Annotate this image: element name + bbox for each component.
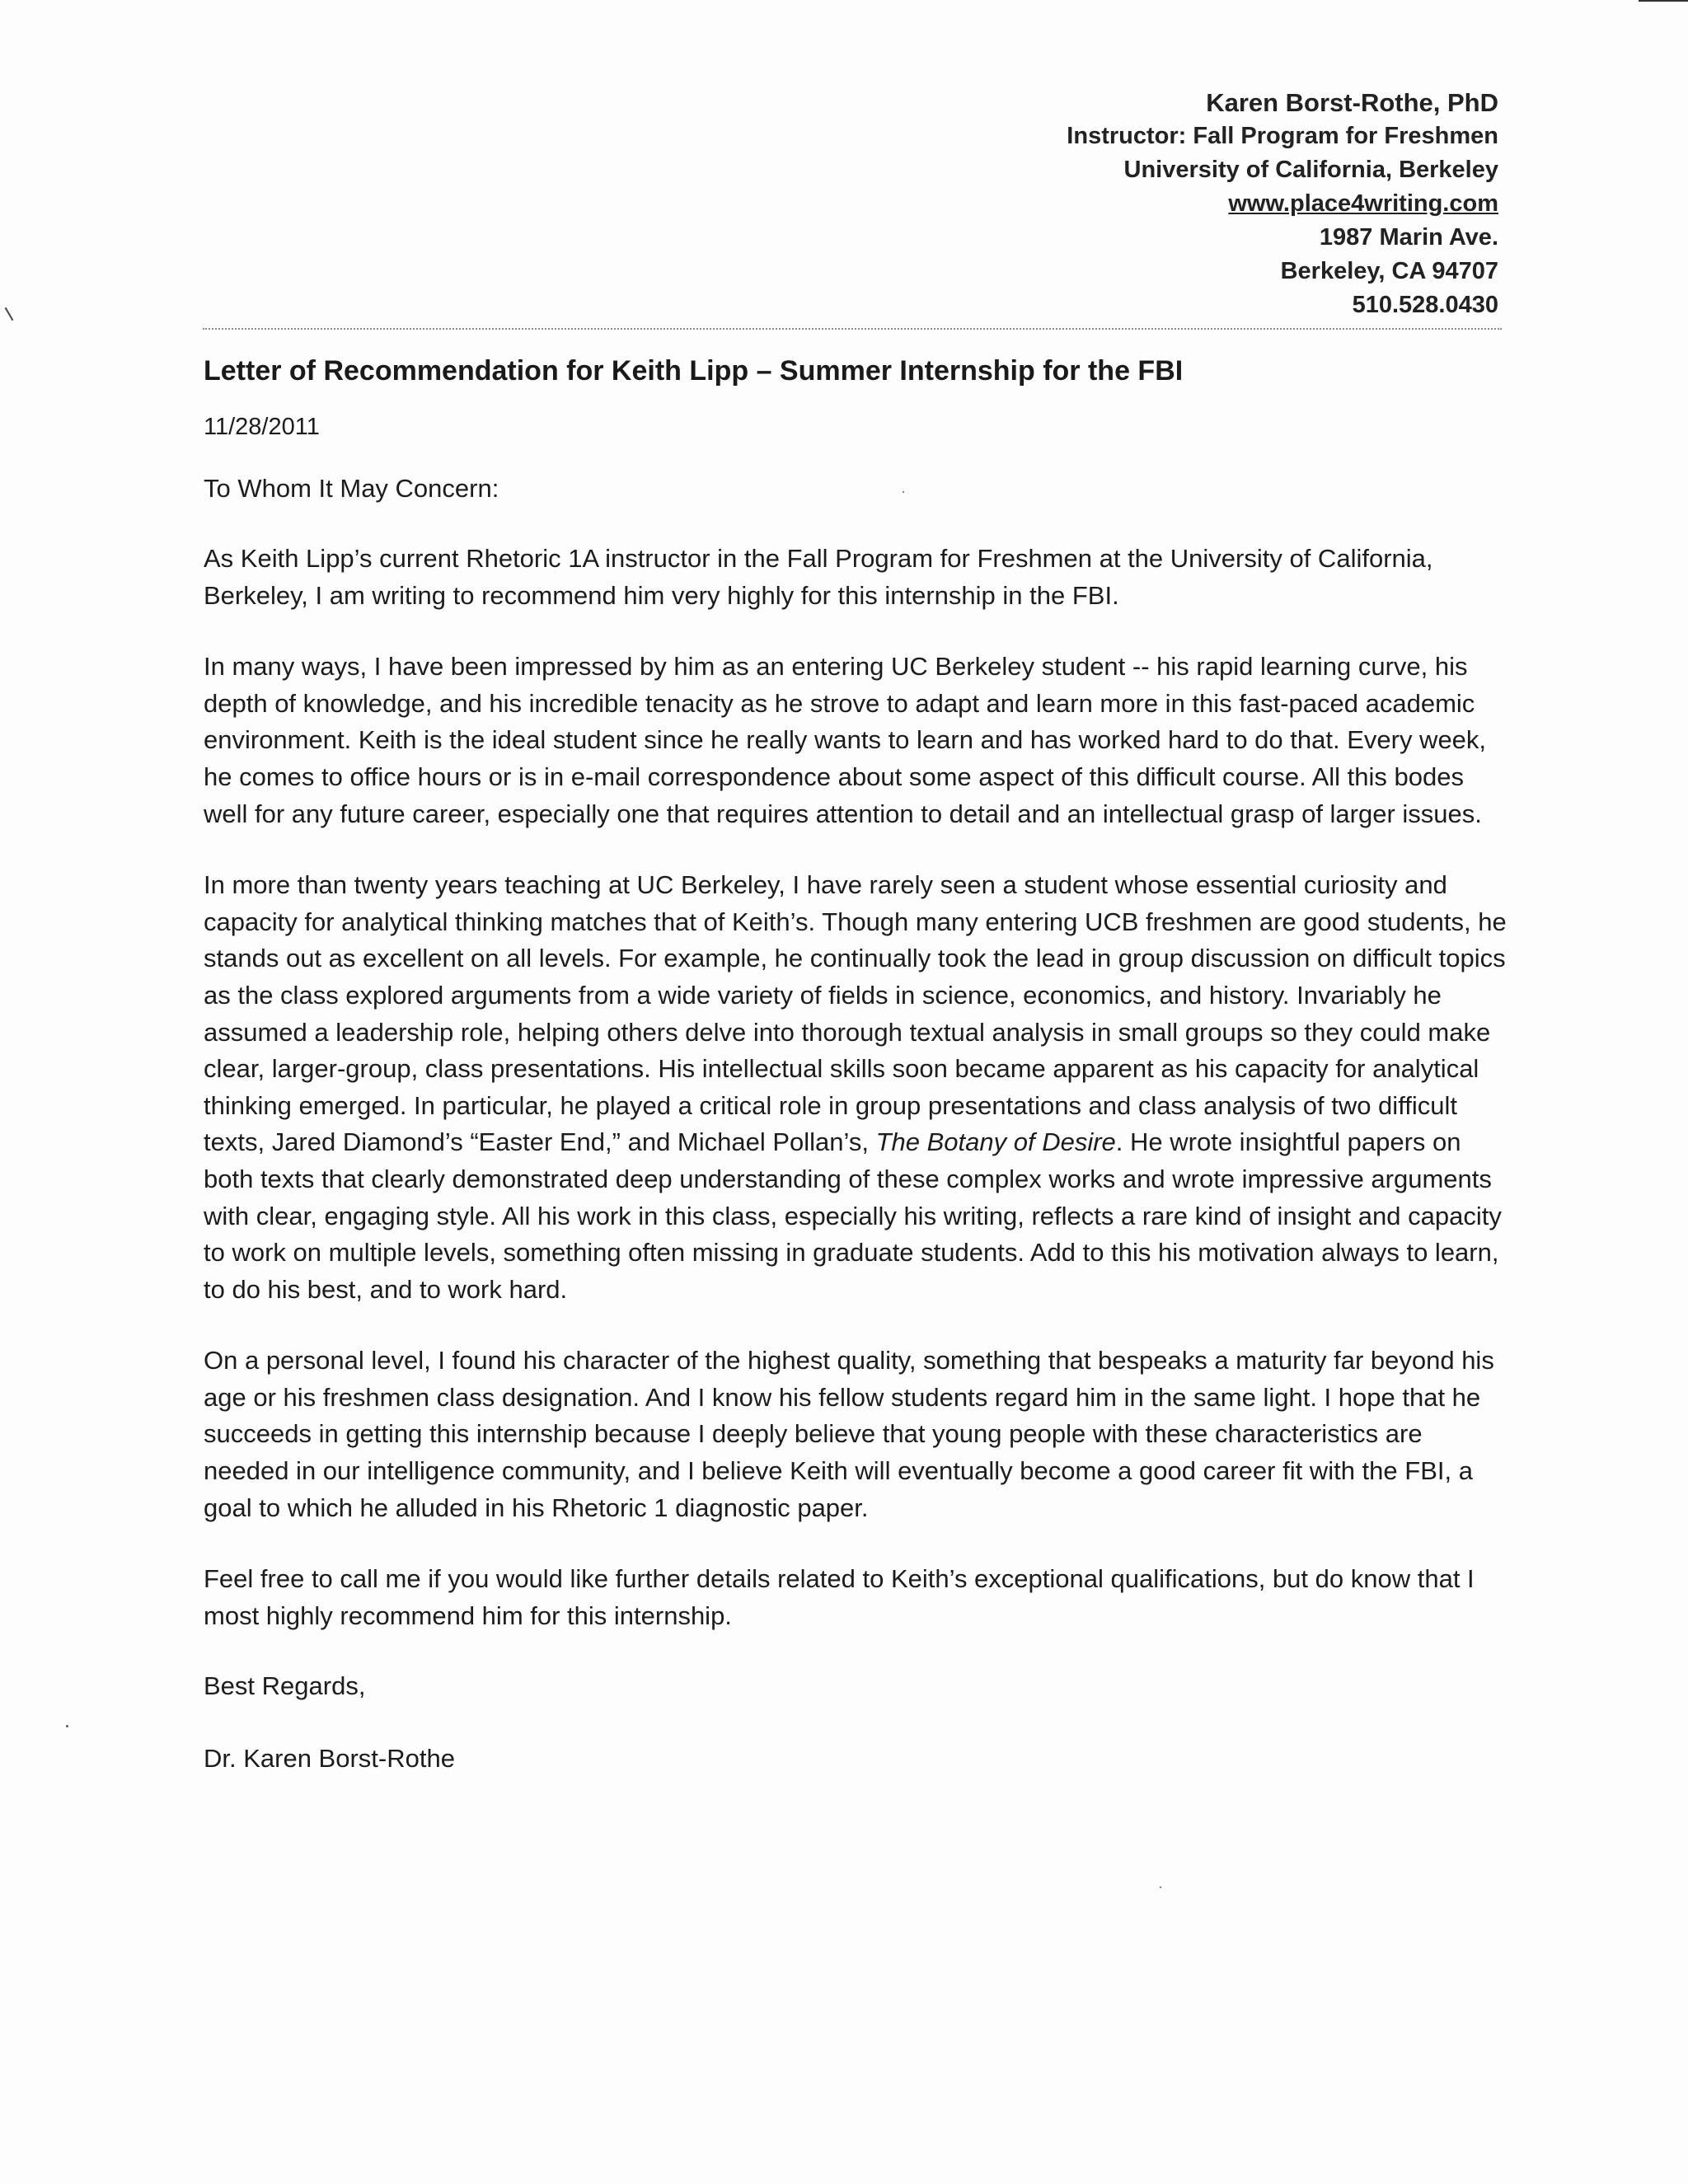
- paragraph-academic-excellence: [204, 867, 1514, 1308]
- letter-salutation: To Whom It May Concern:: [204, 474, 499, 503]
- sender-name: Karen Borst-Rothe, PhD: [1206, 88, 1498, 117]
- letter-signature: Dr. Karen Borst-Rothe: [204, 1744, 455, 1774]
- letter-body: [204, 353, 1514, 1776]
- letterhead: [1067, 86, 1498, 322]
- scan-speck: [1160, 1886, 1161, 1888]
- paragraph-impressions: In many ways, I have been impressed by him as an entering UC Berkeley student -- his rapid learning curve, his depth of knowledge, and his incredible tenacity as he strove to adapt and learn more in this fast-paced academic environment. Keith is the ideal student since he really wants to learn and has worked hard to do that. Every week, he comes to office hours or is in e-mail correspondence about some aspect of this difficult course. All this bodes well for any future career, especially one that requires attention to detail and an intellectual grasp of larger issues.: [204, 652, 1487, 828]
- sender-website-link[interactable]: www.place4writing.com: [1228, 190, 1498, 217]
- paragraph-text: . He wrote insightful papers on both texts that clearly demonstrated deep understanding of these complex works and wrote impressive arguments with clear, engaging style. All his work in this class, especially his writing, reflects a rare kind of insight and capacity to work on multiple levels, something often missing in graduate students. Add to this his motivation always to learn, to do his best, and to work hard.: [204, 1127, 1502, 1304]
- letter-date: 11/28/2011: [204, 414, 320, 440]
- paragraph-intro: As Keith Lipp’s current Rhetoric 1A instructor in the Fall Program for Freshmen at the University of California, Berkeley, I am writing to recommend him very highly for this internship in the FBI.: [204, 544, 1433, 610]
- paragraph-text: In more than twenty years teaching at UC Berkeley, I have rarely seen a student whose essential curiosity and capacity for analytical thinking matches that of Keith’s. Though many entering UCB freshmen are good students, he stands out as excellent on all levels. For example, he continually took the lead in group discussion on difficult topics as the class explored arguments from a wide variety of fields in science, economics, and history. Invariably he assumed a leadership role, helping others delve into thorough textual analysis in small groups so they could make clear, larger-group, class presentations. His intellectual skills soon became apparent as his capacity for analytical thinking emerged. In particular, he played a critical role in group presentations and class analysis of two difficult texts, Jared Diamond’s “Easter End,” and Michael Pollan’s,: [204, 870, 1507, 1157]
- sender-city: Berkeley, CA 94707: [1280, 258, 1498, 284]
- scan-speck: [66, 1725, 68, 1727]
- scan-edge-mark: [1639, 0, 1688, 2]
- sender-street: 1987 Marin Ave.: [1319, 224, 1498, 251]
- letter-subject: Letter of Recommendation for Keith Lipp – Summer Internship for the FBI: [204, 355, 1184, 387]
- sender-title: Instructor: Fall Program for Freshmen: [1067, 123, 1498, 149]
- paragraph-personal: On a personal level, I found his character of the highest quality, something that bespeaks a maturity far beyond his age or his freshmen class designation. And I know his fellow students regard him in the same light. I hope that he succeeds in getting this internship because I deeply believe that young people with these characteristics are needed in our intelligence community, and I believe Keith will eventually become a good career fit with the FBI, a goal to which he alluded in his Rhetoric 1 diagnostic paper.: [204, 1346, 1494, 1522]
- scan-artifact-mark: [5, 307, 14, 321]
- paragraph-contact: Feel free to call me if you would like further details related to Keith’s exceptional qualifications, but do know that I most highly recommend him for this internship.: [204, 1564, 1475, 1630]
- sender-institution: University of California, Berkeley: [1123, 157, 1498, 183]
- book-title: The Botany of Desire: [875, 1127, 1116, 1157]
- letter-closing: Best Regards,: [204, 1671, 366, 1701]
- letterhead-divider: [203, 328, 1502, 330]
- sender-phone: 510.528.0430: [1352, 292, 1498, 318]
